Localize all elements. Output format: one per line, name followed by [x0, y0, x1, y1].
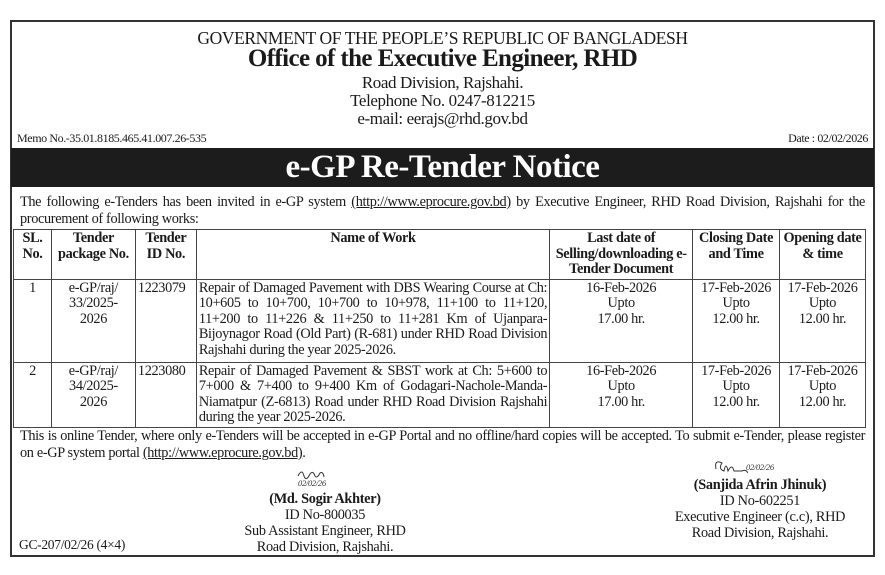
signature-sanjida-icon	[712, 455, 748, 475]
col-package: Tender package No.	[51, 230, 135, 280]
table-row	[14, 279, 866, 362]
col-opening: Opening date & time	[780, 230, 866, 280]
closing-cell	[693, 279, 780, 362]
sl-cell: 1	[14, 279, 52, 362]
memo-number: Memo No.-35.01.8185.465.41.007.26-535	[17, 131, 207, 145]
intro-paragraph	[20, 194, 865, 228]
date: 16-Feb-2026	[586, 362, 657, 379]
tender-table	[13, 229, 866, 428]
col-last-date: Last date of Selling/downloading e-Tender Document	[550, 230, 693, 280]
intro-text-end: by Executive Engineer, RHD Road Division, Rajshahi for the procurement of following works:	[20, 194, 865, 227]
notice-title: e-GP Re-Tender Notice	[11, 148, 874, 187]
upto: Upto	[808, 378, 837, 394]
notice-date: Date : 02/02/2026	[788, 131, 868, 145]
col-tender-id: Tender ID No.	[135, 230, 196, 280]
signatory-designation: Executive Engineer (c.c), RHD	[674, 509, 846, 525]
office-title: Office of the Executive Engineer, RHD	[247, 45, 638, 72]
time: 12.00 hr.	[798, 393, 847, 410]
table-header-row	[14, 230, 866, 280]
date: 16-Feb-2026	[586, 279, 657, 296]
signatory-office: Road Division, Rajshahi.	[256, 539, 394, 555]
date: 17-Feb-2026	[787, 279, 858, 296]
upto: Upto	[808, 295, 837, 311]
opening-cell	[780, 279, 866, 362]
work-cell: Repair of Damaged Pavement with DBS Wearing Course at Ch: 10+605 to 10+700, 10+700 to 10+978, 11+100 to 11+120, 11+200 to 11+226 & 11+250 to 11+281 Km of Ujanpara-Bijoynagor Road (Old Part) (R-681) under RHD Road Division Rajshahi during the year 2025-2026.	[196, 279, 549, 362]
tender-id-cell: 1223079	[135, 279, 196, 362]
eprocure-link[interactable]: (http://www.eprocure.gov.bd)	[351, 194, 511, 210]
col-sl: SL. No.	[14, 230, 52, 280]
work-cell: Repair of Damaged Pavement & SBST work at Ch: 5+600 to 7+000 & 7+400 to 9+400 Km of Godagari-Nachole-Manda-Niamatpur (Z-6813) Road under RHD Road Division Rajshahi during the year 2025-2026.	[196, 362, 549, 427]
division: Road Division, Rajshahi.	[361, 73, 524, 92]
date: 17-Feb-2026	[701, 362, 772, 379]
signatory-office: Road Division, Rajshahi.	[691, 525, 829, 541]
signatory-id: ID No-800035	[284, 507, 366, 523]
time: 12.00 hr.	[712, 393, 760, 410]
last-date-cell	[550, 362, 693, 427]
footer-text: This is online Tender, where only e-Tenders will be accepted in e-GP Portal and no offline/hard copies will be accepted. To submit e-Tender, please register on e-GP system portal	[20, 428, 865, 461]
package-cell: e-GP/raj/ 34/2025- 2026	[51, 362, 135, 427]
time: 12.00 hr.	[712, 310, 760, 327]
table-row	[14, 362, 866, 427]
col-work: Name of Work	[196, 230, 549, 280]
date: 17-Feb-2026	[701, 279, 772, 296]
upto: Upto	[607, 378, 635, 394]
time: 17.00 hr.	[597, 393, 645, 410]
last-date-cell	[550, 279, 693, 362]
tender-id-cell: 1223080	[135, 362, 196, 427]
date: 17-Feb-2026	[787, 362, 858, 379]
sl-cell: 2	[14, 362, 52, 427]
gc-reference: GC-207/02/26 (4×4)	[19, 537, 126, 552]
government-heading: GOVERNMENT OF THE PEOPLE’S REPUBLIC OF BANGLADESH	[197, 28, 688, 48]
signature-date-sogir: 02/02/26	[298, 478, 326, 488]
time: 17.00 hr.	[597, 310, 645, 327]
col-closing: Closing Date and Time	[693, 230, 780, 280]
opening-cell	[780, 362, 866, 427]
signatory-1	[210, 491, 440, 555]
package-cell: e-GP/raj/ 33/2025- 2026	[51, 279, 135, 362]
upto: Upto	[722, 295, 750, 311]
eprocure-link-footer[interactable]: (http://www.eprocure.gov.bd)	[142, 445, 303, 461]
closing-cell	[693, 362, 780, 427]
footer-text-end: .	[302, 445, 306, 461]
signatory-name: (Sanjida Afrin Jhinuk)	[693, 477, 827, 493]
signatory-2	[650, 477, 870, 541]
email: e-mail: eerajs@rhd.gov.bd	[357, 109, 528, 128]
time: 12.00 hr.	[798, 310, 847, 327]
intro-text: The following e-Tenders has been invited in e-GP system	[20, 194, 352, 210]
signatory-designation: Sub Assistant Engineer, RHD	[244, 523, 406, 539]
telephone: Telephone No. 0247-812215	[350, 91, 535, 110]
signatory-id: ID No-602251	[719, 493, 801, 509]
upto: Upto	[722, 378, 750, 394]
signatory-name: (Md. Sogir Akhter)	[269, 491, 381, 507]
signature-date-sanjida: 02/02/26	[746, 462, 774, 472]
upto: Upto	[607, 295, 635, 311]
